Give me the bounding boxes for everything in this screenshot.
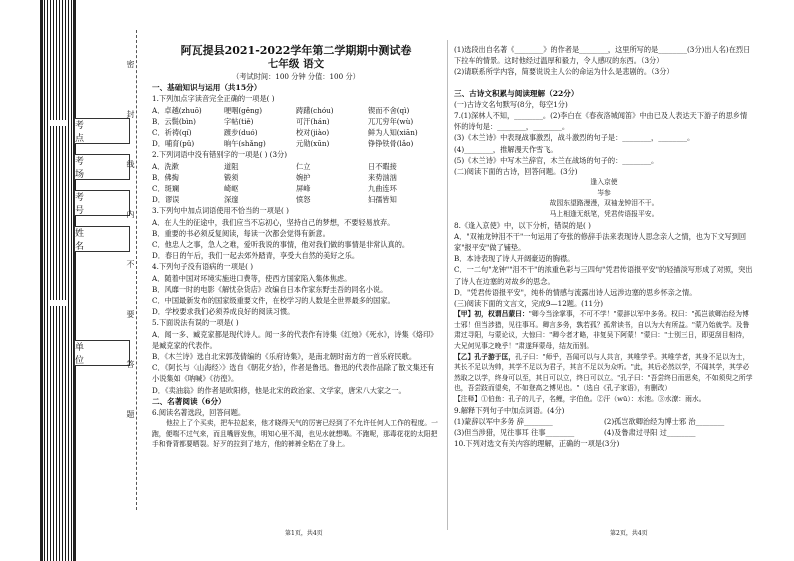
question-5: 5.下面说法有误的一项是( ) — [152, 318, 239, 328]
question-8: 8.《逢入京使》中，以下分析，错误的是( ) — [454, 220, 591, 230]
question-6-sub2: (2)请联系所学内容，简要说说主人公的命运为什么是悲剧的。（3分） — [454, 67, 674, 77]
seal-mark: 答 — [126, 360, 135, 368]
page-number-left: 第1页，共4页 — [285, 530, 323, 537]
option-row: B．云鬓(bìn) 字帖(tiě) 可汗(hán) 兀兀穷年(wù) — [152, 116, 414, 126]
option-row: C．祈祷(qí) 踱步(duó) 校对(jiào) 鲜为人知(xiān) — [152, 128, 418, 138]
option: C．中国最新发布的国家级重要文件，在校学习的人数是全世界最多的国家。 — [152, 296, 395, 306]
question-7-line: (3)《木兰诗》中表现战事激烈，战斗激烈的句子是：________，________。 — [454, 133, 695, 143]
seal-mark: 线 — [126, 160, 135, 168]
left-column — [152, 44, 440, 450]
poem-author: 岑参 — [597, 188, 611, 197]
option-row: C．斑斓 崎岖 屏峰 九曲连环 — [152, 184, 397, 194]
option: C．他忠人之事，急人之难，爱听我说的事情，他对我们做的事情是非常认真的。 — [152, 240, 410, 250]
option: B．本诗表现了诗人开阔豪迈的胸襟。 — [454, 254, 575, 264]
option: B．《木兰诗》选自北宋郭茂倩编的《乐府诗集》，是南北朝时南方的一首乐府民歌。 — [152, 352, 417, 362]
seal-line — [136, 30, 137, 510]
binding-gap — [48, 300, 68, 306]
exam-title: 阿瓦提县2021-2022学年第二学期期中测试卷 — [180, 44, 412, 57]
right-column — [454, 44, 754, 449]
question-6: 6.阅读名著选段，回答问题。 — [152, 408, 246, 418]
poem-title: 逢入京使 — [590, 178, 618, 187]
section-heading: 三、古诗文积累与阅读理解（22分） — [454, 88, 579, 98]
option-row: B．佛掏 锻须 婉护 来势汹汹 — [152, 172, 397, 182]
seal-mark: 封 — [126, 110, 135, 118]
field-name[interactable]: 姓 名 — [74, 226, 130, 252]
question-3: 3.下列句中加点词语使用不恰当的一项是( ) — [152, 206, 289, 216]
classical-passage-yi: 【乙】孔子游于匡，孔子曰："师乎，吾闻可以与人共言，其唯学乎。其唯学者，其身不足以为士，其长不足以为帅，其学不足以为君子，其言不足以为众听。"此，其后必然以学，不闻其学，其学必然取之以学，终身可以至，其日可以立，终日可以立。"孔子曰："吾尝终日而思矣，不如须臾之所学也，吾尝跂而望矣，不如登高之博见也。"（选自《孔子家语》，有删改） — [454, 352, 753, 393]
option-row: A．卓越(zhuō) 哽咽(gěng) 踌躇(chóu) 锲而不舍(qì) — [152, 105, 410, 115]
question-6-sub1: (1)选段出自名著《________》的作者是________，这里所写的是________(3分)出人名)在烈日下拉车的情景。这时他经过温厚和毅力，令人感叹的东西。（3分） — [454, 45, 751, 66]
section-heading: 一、基础知识与运用（共15分） — [152, 83, 262, 93]
question-10: 10.下列对选文有关内容的理解，正确的一项是(3分) — [454, 439, 620, 449]
seal-mark: 不 — [126, 260, 135, 268]
option: D．学校要求我们必须养成良好的阅读习惯。 — [152, 307, 295, 317]
question-4: 4.下列句子没有语病的一项是( ) — [152, 262, 254, 272]
option: A．闻一多、臧克家都是现代诗人。闻一多的代表作有诗集《红烛》《死水》，诗集《烙印》是臧克家的代表作。 — [152, 329, 438, 350]
field-unit[interactable]: 单 位 — [74, 340, 130, 366]
option: D．《卖油翁》的作者是欧阳修，他是北宋的政治家、文学家，唐宋八大家之一。 — [152, 385, 406, 395]
poem-read-lead: (二)阅读下面的古诗，回答问题。(3分) — [454, 167, 578, 177]
option-row: D．哺育(pǔ) 晌午(shǎng) 元勋(xūn) 铮铮铁骨(lǎo) — [152, 139, 414, 149]
poem-line: 故园东望路漫漫，双袖龙钟泪不干。 — [549, 199, 659, 208]
option: A．随着中国对环境实施进口费等，使西方国家陷入集体焦虑。 — [152, 273, 352, 283]
seal-mark: 密 — [126, 60, 135, 68]
question-7-line: (5)《木兰诗》中写木兰辞官，木兰在战场的句子的：________。 — [454, 155, 659, 165]
option-row: D．谬误 深邃 愤怒 妇孺皆知 — [152, 195, 397, 205]
exam-subtitle: 七年级 语文 — [267, 58, 325, 70]
option: D．"凭君传语报平安"，纯朴的情感与流露出诗人远涉边塞的思乡怀亲之情。 — [454, 287, 697, 297]
page-number-right: 第2页，共4页 — [610, 530, 648, 537]
seal-mark: 内 — [126, 210, 135, 218]
answer-row[interactable]: (3)但当涉猎，见往事耳 往事________ (4)及鲁肃过寻阳 过________ — [454, 427, 696, 437]
question-9: 9.解释下列句子中加点词语。(4分) — [454, 405, 565, 415]
field-exam-number[interactable]: 考 号 — [74, 190, 130, 216]
option: D．春日的午后，我们一起去郊外踏青，享受大自然的美好之乐。 — [152, 251, 360, 261]
exam-meta: （考试时间：100 分钟 分值：100 分） — [232, 72, 360, 81]
classical-passage-jia: 【甲】初，权谓吕蒙曰："卿今当涂掌事，不可不学！"蒙辞以军中多务。权曰："孤岂欲卿治经为博士邪！但当涉猎，见往事耳。卿言多务，孰若孤？孤常读书，自以为大有所益。"蒙乃始就学。及鲁肃过寻阳，与蒙论议，大惊曰："卿今者才略，非复吴下阿蒙！"蒙曰："士别三日，即更刮目相待，大兄何见事之晚乎！"肃遂拜蒙母，结友而别。 — [454, 310, 750, 351]
field-exam-room[interactable]: 考 场 — [74, 154, 130, 180]
seal-mark: 题 — [126, 410, 135, 418]
option: A．"双袖龙钟泪不干"一句运用了夸张的修辞手法来表现诗人思念亲人之情，也为下文写到回家"报平安"做了铺垫。 — [454, 231, 747, 253]
binding-strip — [44, 0, 72, 561]
option: A．在人生的征途中，我们应当不忘初心，坚持自己的梦想，不要轻易放弃。 — [152, 217, 395, 227]
classical-read-lead: (三)阅读下面的文言文，完成9—12题。(11分) — [454, 299, 604, 309]
poem-line: 马上相逢无纸笔，凭君传语报平安。 — [549, 210, 659, 219]
answer-row[interactable]: (1)蒙辞以军中多务 辞________ (2)孤岂欲卿治经为博士邪 治________ — [454, 416, 725, 426]
question-7-line: 7.(1)深林人不知，________。(2)李白在《春夜洛城闻笛》中由已及人表达天下游子的思乡情怀的诗句是：________，________。 — [454, 111, 748, 132]
option: B．风靡一时的电影《解忧杂货店》改编自日本作家东野圭吾的同名小说。 — [152, 284, 388, 294]
seal-mark: 要 — [126, 310, 135, 318]
reading-passage: 他拉上了个买卖，把车拉起来，他才晓得天气的厉害已经到了不允许任何人工作的程度。一跑，便喘不过气来，而且嘴唇发焦，明知心里不渴，也见水就想喝。不跑呢，那毒花花的太阳把手和脊背都要晒裂。好歹的拉到了地方，他的裤裤全粘在了身上。 — [152, 419, 438, 449]
option: C．《阿长与〈山海经〉》选自《朝花夕拾》，作者是鲁迅。鲁迅的代表作品除了散文集还有小说集如《呐喊》《彷徨》。 — [152, 363, 435, 384]
field-exam-site[interactable]: 考 点 — [74, 118, 130, 144]
column-divider — [447, 40, 448, 530]
question-2: 2.下列词语中没有错别字的一项是( ) (3分) — [152, 150, 288, 160]
question-7-line: (4)________，推解漫天作雪飞。 — [454, 144, 558, 154]
question-1: 1.下列加点字读音完全正确的一项是( ) — [152, 94, 275, 104]
option: B．重要的书必须反复阅读，每读一次都会觉得有新意。 — [152, 228, 330, 238]
section-heading: 二、名著阅读（6分） — [152, 396, 226, 406]
binding-gap — [48, 120, 68, 126]
option: C．一二句"龙钟""泪不干"的浓重色彩与三四句"凭君传语报平安"的轻描淡写形成了对照，突出了诗人在边塞的对故乡的思念。 — [454, 265, 753, 286]
annotation-note: 【注释】①伯鱼：孔子的儿子，名鲤，字伯鱼。②汗（wū）：水池。③水潦：雨水。 — [454, 394, 706, 403]
question-7-lead: (一)古诗文名句默写(8分，每空1分) — [454, 99, 568, 109]
option-row: A．洗漱 道阻 仁立 日不暇接 — [152, 161, 397, 171]
